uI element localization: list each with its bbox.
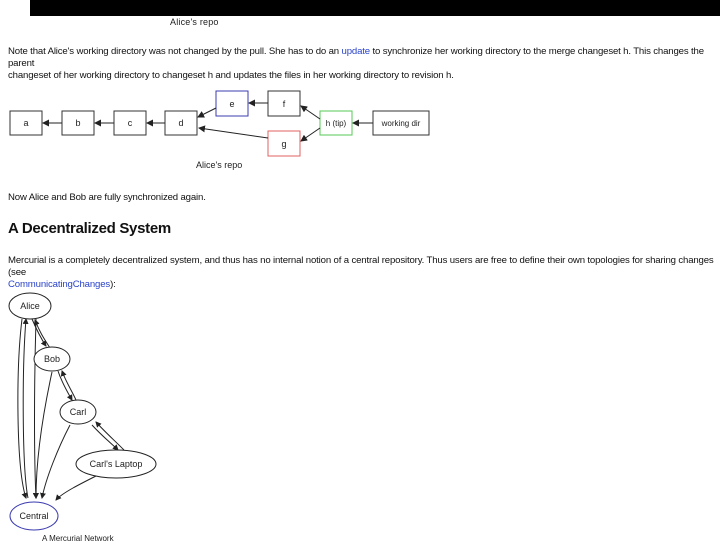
node-carls-laptop-label: Carl's Laptop (89, 459, 143, 469)
node-carl-label: Carl (69, 407, 87, 417)
changeset-graph (0, 86, 720, 196)
node-h-label: h (tip) (325, 119, 347, 128)
node-g-label: g (281, 139, 287, 149)
node-bob-label: Bob (43, 354, 61, 364)
node-working-dir-label: working dir (381, 119, 421, 128)
update-link[interactable]: update (341, 46, 370, 57)
paragraph-update-text-1: Note that Alice's working directory was not changed by the pull. She has to do an (8, 46, 342, 57)
paragraph-decentralized (8, 255, 720, 291)
communicating-changes-link[interactable]: CommunicatingChanges (8, 279, 111, 290)
paragraph-decentralized-tail: ): (110, 279, 116, 290)
node-b-label: b (75, 118, 81, 128)
mercurial-network-graph (0, 288, 180, 548)
node-e-label: e (229, 99, 235, 109)
graph-caption-top: Alice's repo (170, 17, 219, 27)
node-a-label: a (23, 118, 29, 128)
node-f-label: f (282, 99, 286, 109)
node-alice-label: Alice (20, 301, 40, 311)
graph1-caption: Alice's repo (196, 160, 243, 170)
paragraph-update (8, 46, 718, 82)
node-central-label: Central (19, 511, 49, 521)
node-d-label: d (178, 118, 184, 128)
graph2-caption: A Mercurial Network (42, 534, 114, 543)
section-heading: A Decentralized System (8, 220, 171, 237)
node-c-label: c (127, 118, 133, 128)
paragraph-update-text-2: to synchronize her working directory to the merge changeset h. This changes the parent (8, 46, 704, 69)
paragraph-decentralized-line-1: Mercurial is a completely decentralized system, and thus has no internal notion of a central repository. Thus users are free to define their own topologies for sharing changes (see (8, 255, 714, 278)
paragraph-synchronized: Now Alice and Bob are fully synchronized again. (8, 192, 206, 203)
top-bar (30, 0, 720, 16)
paragraph-update-line-2: changeset of her working directory to changeset h and updates the files in her working directory to revision h. (8, 70, 454, 81)
